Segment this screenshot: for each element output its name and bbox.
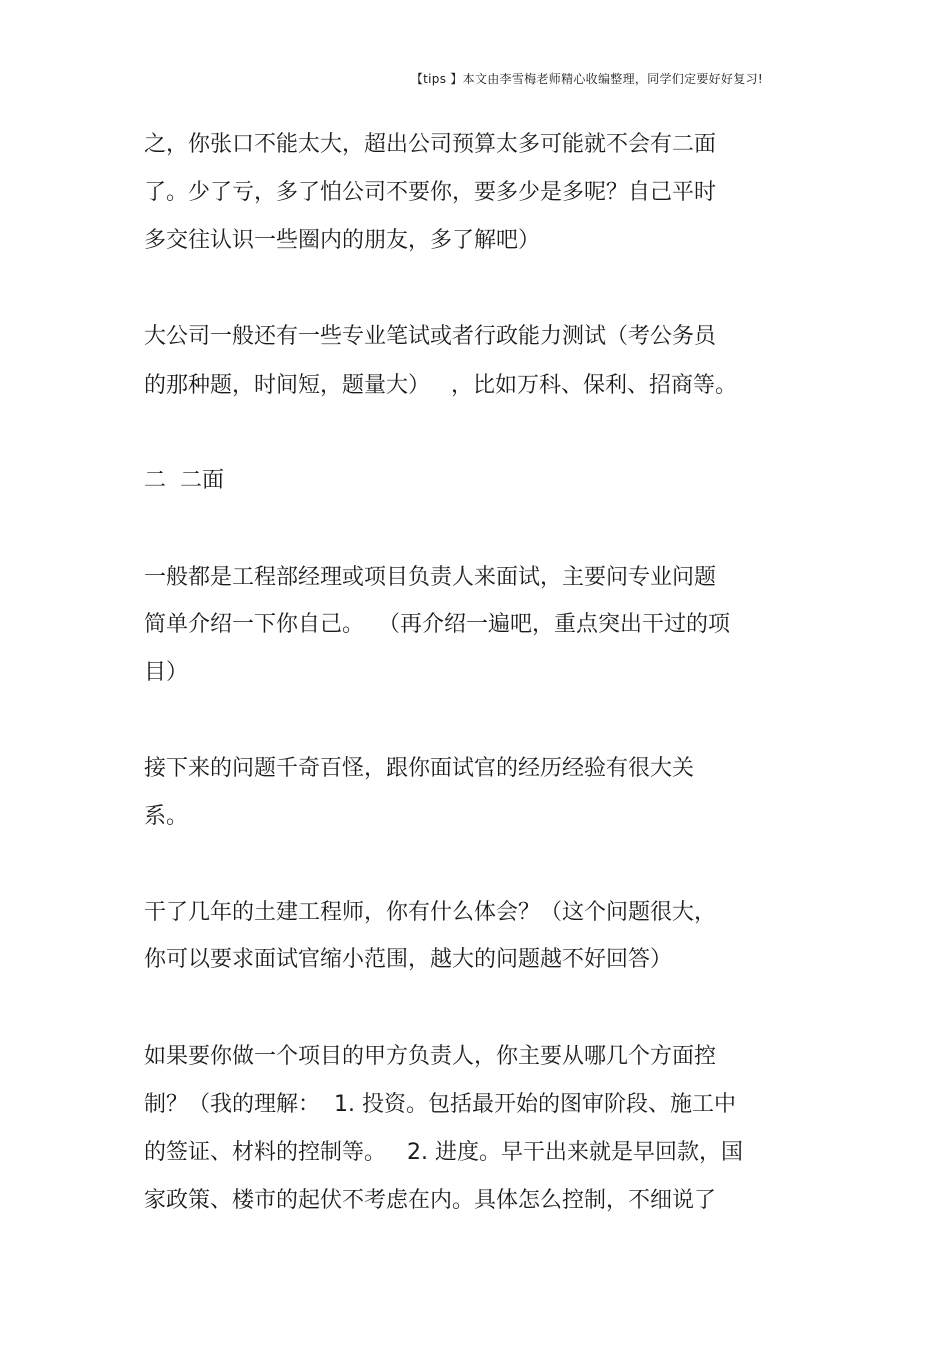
text-line: 系。 [144, 804, 189, 829]
text-line: 干了几年的土建工程师，你有什么体会？（这个问题很大， [144, 900, 717, 925]
text-line: 的签证、材料的控制等。 2. 进度。早干出来就是早回款，国 [144, 1140, 743, 1165]
section-heading: 二 二面 [144, 468, 224, 493]
text-line: 制？（我的理解： 1. 投资。包括最开始的图审阶段、施工中 [144, 1092, 736, 1117]
text-line: 如果要你做一个项目的甲方负责人，你主要从哪几个方面控 [144, 1044, 717, 1069]
text-line: 目） [144, 660, 189, 685]
text-line: 一般都是工程部经理或项目负责人来面试，主要问专业问题 [144, 565, 717, 590]
text-line: 多交往认识一些圈内的朋友，多了解吧） [144, 228, 541, 253]
text-line: 了。少了亏，多了怕公司不要你，要多少是多呢？自己平时 [144, 180, 717, 205]
tips-header: 【tips 】本文由李雪梅老师精心收编整理，同学们定要好好复习! [410, 72, 763, 86]
text-line: 接下来的问题千奇百怪，跟你面试官的经历经验有很大关 [144, 756, 695, 781]
text-line: 大公司一般还有一些专业笔试或者行政能力测试（考公务员 [144, 324, 717, 349]
text-line: 之，你张口不能太大，超出公司预算太多可能就不会有二面 [144, 132, 717, 157]
text-line: 简单介绍一下你自己。 （再介绍一遍吧，重点突出干过的项 [144, 612, 730, 637]
text-line: 家政策、楼市的起伏不考虑在内。具体怎么控制，不细说了 [144, 1188, 717, 1213]
text-line: 的那种题，时间短，题量大） ，比如万科、保利、招商等。 [144, 373, 737, 398]
text-line: 你可以要求面试官缩小范围，越大的问题越不好回答） [144, 947, 673, 972]
